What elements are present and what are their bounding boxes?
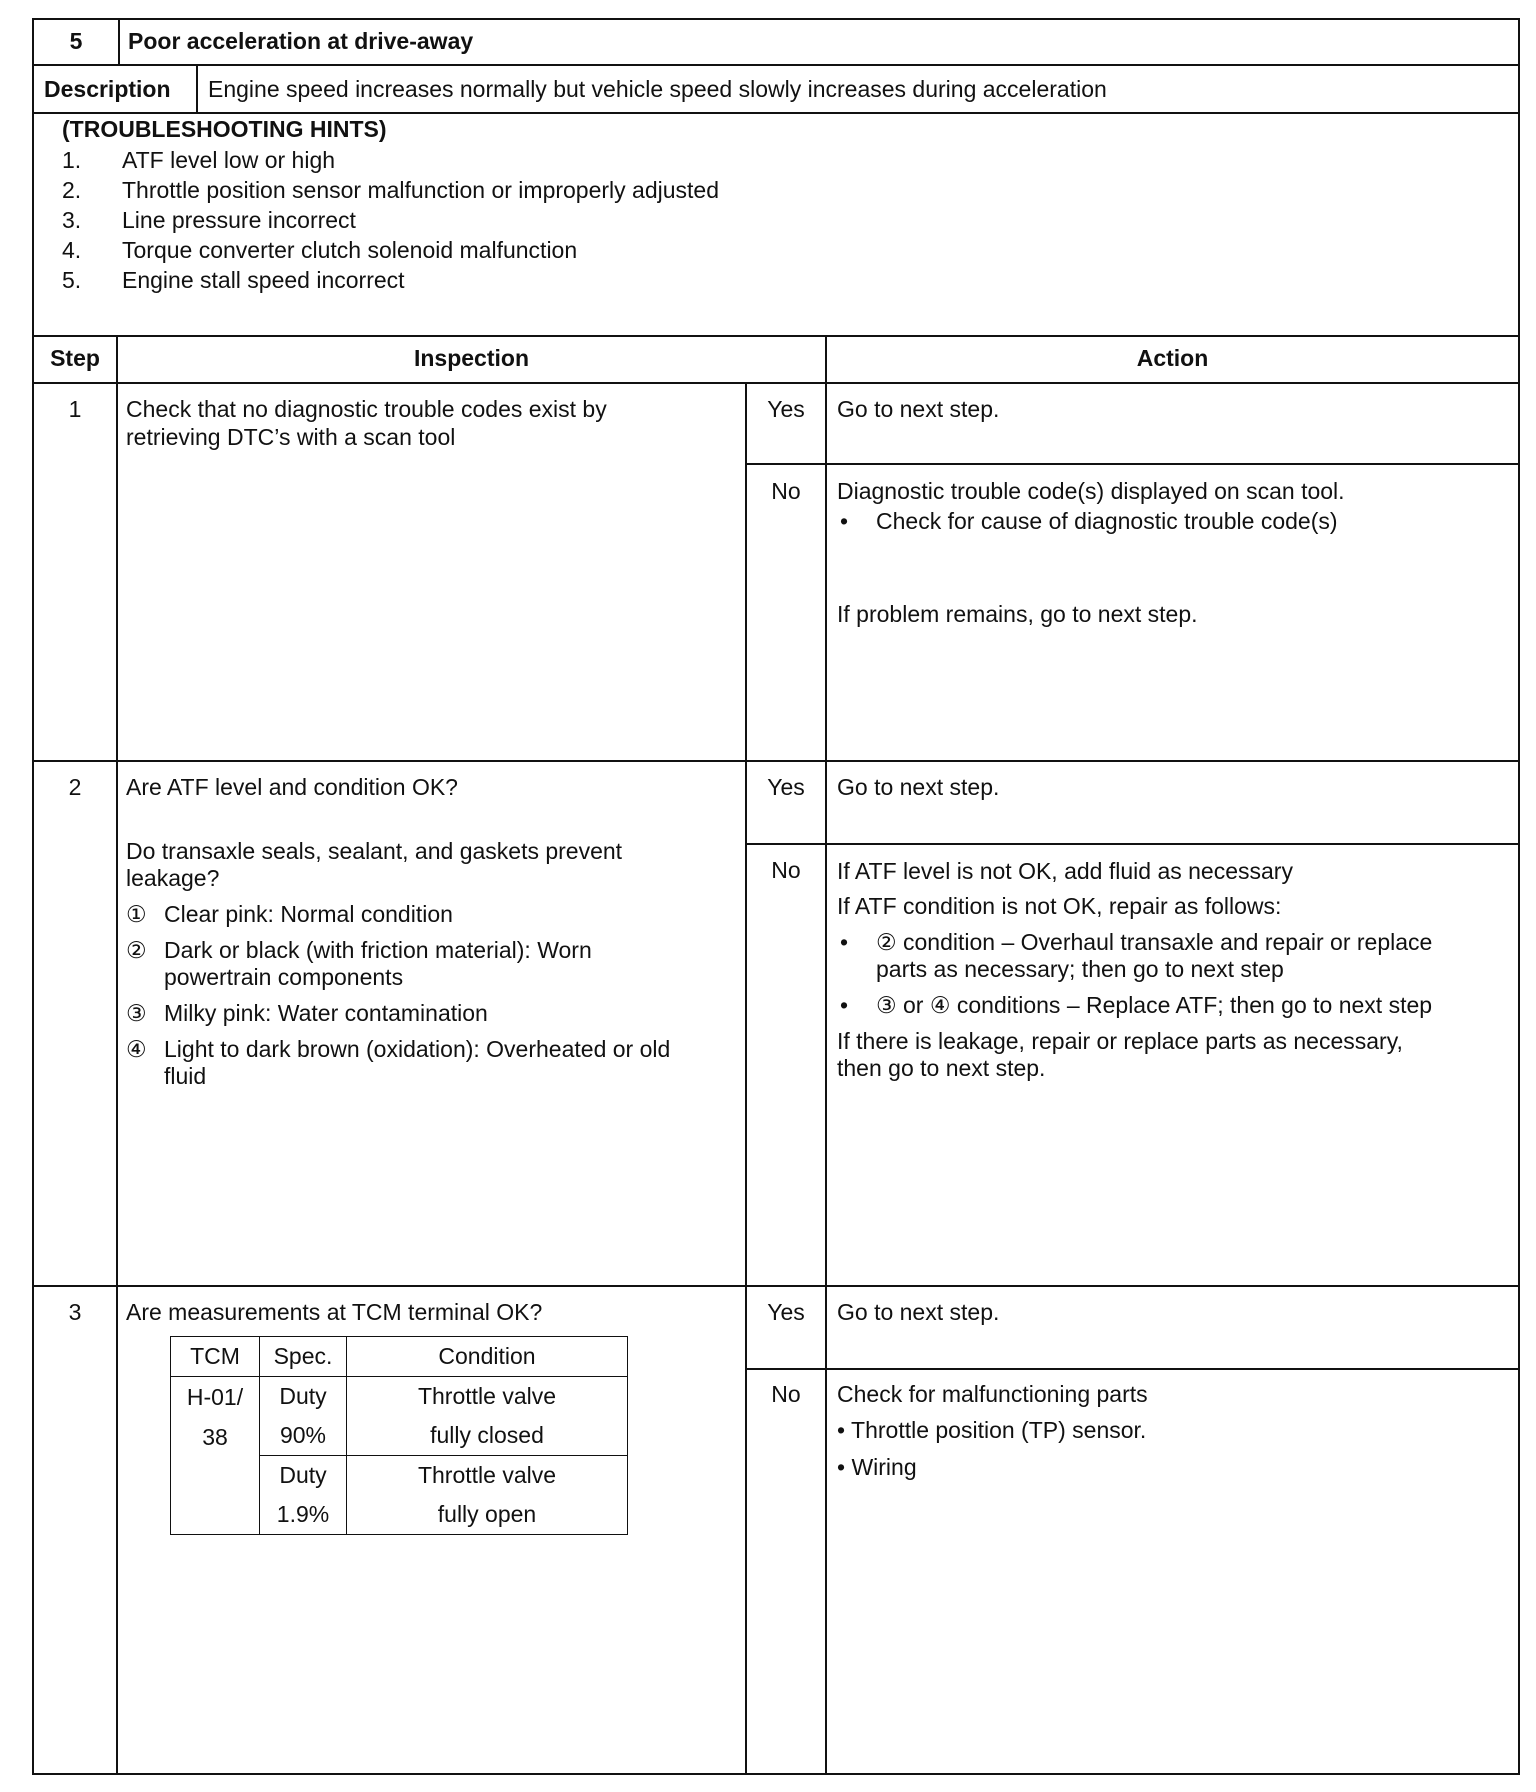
bullet: • [840,508,849,534]
circled-marker: ② [126,937,147,963]
tcm-header: TCM [171,1337,260,1377]
hint-text: Torque converter clutch solenoid malfunction [122,237,578,263]
spec-cell: 90% [260,1416,347,1456]
condition-cell: fully closed [347,1416,628,1456]
terminal-id: H-01/ [186,1384,244,1410]
inspection-question: leakage? [126,865,220,891]
hint-text: Engine stall speed incorrect [122,267,405,293]
column-header-step: Step [50,345,100,371]
inspection-question: Are ATF level and condition OK? [126,774,458,800]
yes-label: Yes [767,1299,805,1325]
no-action-bullet-text: parts as necessary; then go to next step [876,956,1284,982]
no-label: No [771,857,801,883]
no-action-bullet-text: Check for cause of diagnostic trouble code(s) [876,508,1338,534]
column-header-inspection: Inspection [413,345,529,371]
hint-number: 5. [62,267,82,293]
no-action-line: • Wiring [837,1454,917,1480]
no-action-line: If there is leakage, repair or replace parts as necessary, [837,1028,1403,1054]
hint-number: 1. [62,147,82,173]
inspection-question: Do transaxle seals, sealant, and gaskets prevent [126,838,623,864]
yes-label: Yes [767,774,805,800]
tcm-spec-table [170,1336,628,1535]
hint-text: ATF level low or high [122,147,336,173]
inspection-text: Check that no diagnostic trouble codes exist by [126,396,607,422]
condition-text: Clear pink: Normal condition [164,901,453,927]
hint-number: 3. [62,207,82,233]
no-action-line: If problem remains, go to next step. [837,601,1198,627]
condition-text: powertrain components [164,964,404,990]
condition-cell: Throttle valve [347,1456,628,1496]
condition-header: Condition [347,1337,628,1377]
condition-text: fluid [164,1063,207,1089]
terminal-id: 38 [202,1424,228,1450]
no-action-line: If ATF level is not OK, add fluid as necessary [837,858,1293,884]
condition-text: Light to dark brown (oxidation): Overheated or old [164,1036,671,1062]
column-header-action: Action [1136,345,1209,371]
no-action-line: then go to next step. [837,1055,1046,1081]
no-action-line: If ATF condition is not OK, repair as follows: [837,893,1282,919]
description-text: Engine speed increases normally but vehicle speed slowly increases during acceleration [208,76,1107,102]
no-action-bullet-text: ③ or ④ conditions – Replace ATF; then go to next step [876,992,1433,1018]
hints-heading: (TROUBLESHOOTING HINTS) [62,116,387,142]
yes-label: Yes [767,396,805,422]
condition-text: Dark or black (with friction material): Worn [164,937,592,963]
no-action-bullet-text: ② condition – Overhaul transaxle and repair or replace [876,929,1433,955]
description-label: Description [44,76,171,102]
symptom-number: 5 [69,28,83,54]
terminal-cell [171,1377,260,1535]
no-label: No [771,1381,801,1407]
no-action-line: Check for malfunctioning parts [837,1381,1148,1407]
circled-marker: ① [126,901,147,927]
hint-text: Line pressure incorrect [122,207,356,233]
step-number: 3 [68,1299,82,1325]
no-action-line: • Throttle position (TP) sensor. [837,1417,1147,1443]
spec-cell: 1.9% [260,1495,347,1535]
no-action-line: Diagnostic trouble code(s) displayed on scan tool. [837,478,1345,504]
circled-marker: ③ [126,1000,147,1026]
bullet: • [840,929,849,955]
condition-text: Milky pink: Water contamination [164,1000,488,1026]
yes-action: Go to next step. [837,1299,1000,1325]
spec-cell: Duty [260,1456,347,1496]
bullet: • [840,992,849,1018]
inspection-text: retrieving DTC’s with a scan tool [126,424,456,450]
step-number: 1 [68,396,82,422]
hint-number: 4. [62,237,82,263]
symptom-title: Poor acceleration at drive-away [128,28,474,54]
no-label: No [771,478,801,504]
spec-cell: Duty [260,1377,347,1417]
spec-header: Spec. [260,1337,347,1377]
circled-marker: ④ [126,1036,147,1062]
step-number: 2 [68,774,82,800]
hint-number: 2. [62,177,82,203]
yes-action: Go to next step. [837,774,1000,800]
yes-action: Go to next step. [837,396,1000,422]
inspection-question: Are measurements at TCM terminal OK? [126,1299,543,1325]
condition-cell: Throttle valve [347,1377,628,1417]
condition-cell: fully open [347,1495,628,1535]
hint-text: Throttle position sensor malfunction or improperly adjusted [122,177,720,203]
